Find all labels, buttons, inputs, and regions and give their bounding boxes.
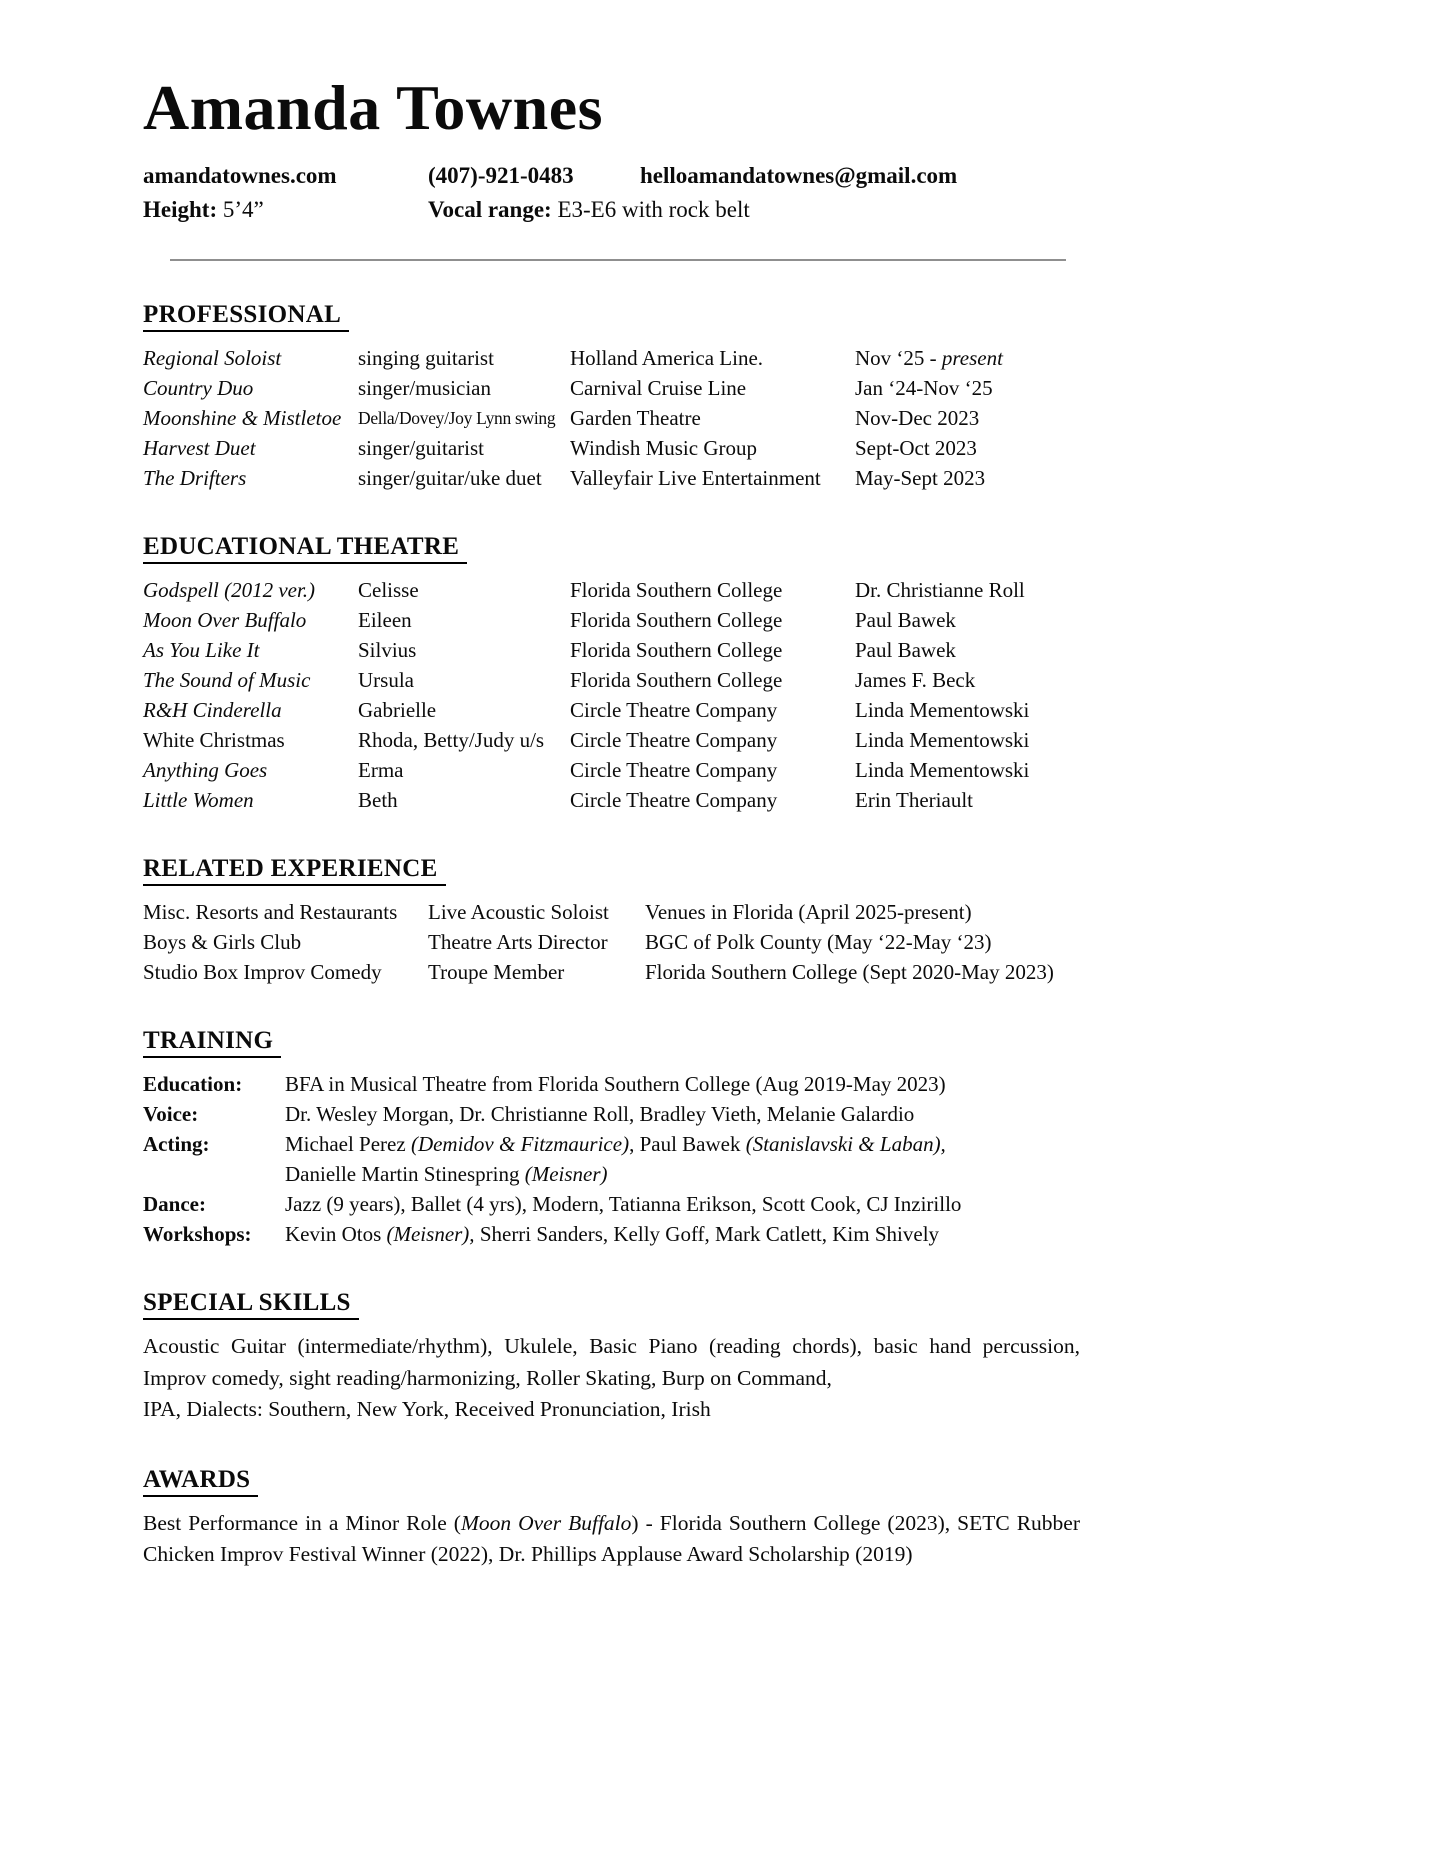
education-label: Education: <box>143 1072 243 1097</box>
show-title: R&H Cinderella <box>143 698 282 723</box>
awards-text <box>143 1508 1080 1571</box>
show-title: Godspell (2012 ver.) <box>143 578 316 603</box>
company: Florida Southern College <box>570 668 783 693</box>
section-awards <box>143 1466 1080 1571</box>
section-heading-special-skills: SPECIAL SKILLS <box>143 1289 359 1320</box>
show-title: Harvest Duet <box>143 436 256 461</box>
acting-line-2 <box>285 1162 608 1186</box>
height-label: Height: <box>143 197 218 223</box>
vocal-range-label: Vocal range: <box>428 197 552 223</box>
role: singer/musician <box>358 376 491 401</box>
company: Florida Southern College <box>570 638 783 663</box>
voice-label: Voice: <box>143 1102 199 1127</box>
table-row <box>143 957 1080 987</box>
workshops-label: Workshops: <box>143 1222 252 1247</box>
role: Live Acoustic Soloist <box>428 900 609 925</box>
table-row <box>143 635 1080 665</box>
director: Linda Mementowski <box>855 758 1030 783</box>
height-line <box>143 193 428 227</box>
table-row <box>143 343 1080 373</box>
awards-segment: Best Performance in a Minor Role ( <box>143 1510 461 1535</box>
workshops-value <box>285 1219 1080 1249</box>
role: singing guitarist <box>358 346 494 371</box>
page-title: Amanda Townes <box>143 72 603 143</box>
training-row <box>143 1219 1080 1249</box>
workshops-text: Sherri Sanders, Kelly Goff, Mark Catlett, Kim Shively <box>474 1222 940 1247</box>
table-row <box>143 695 1080 725</box>
section-professional <box>143 301 1080 493</box>
dates-text: Nov ‘25 - <box>855 346 942 371</box>
director: Paul Bawek <box>855 638 956 663</box>
company: Holland America Line. <box>570 346 764 371</box>
role: Gabrielle <box>358 698 437 723</box>
show-title: The Drifters <box>143 466 247 491</box>
dates: Nov-Dec 2023 <box>855 406 980 431</box>
show-title: White Christmas <box>143 728 285 753</box>
acting-method: (Demidov & Fitzmaurice) <box>410 1132 630 1157</box>
table-row <box>143 927 1080 957</box>
director: Linda Mementowski <box>855 728 1030 753</box>
section-heading-related-experience: RELATED EXPERIENCE <box>143 855 446 886</box>
dates <box>855 343 1080 373</box>
detail: BGC of Polk County (May ‘22-May ‘23) <box>645 930 992 955</box>
vocal-range-line <box>428 193 1080 227</box>
detail: Venues in Florida (April 2025-present) <box>645 900 972 925</box>
table-row <box>143 725 1080 755</box>
organization: Misc. Resorts and Restaurants <box>143 900 398 925</box>
show-title: As You Like It <box>143 638 260 663</box>
role: Eileen <box>358 608 412 633</box>
table-row <box>143 575 1080 605</box>
role: Ursula <box>358 668 414 693</box>
acting-text: Danielle Martin Stinespring <box>285 1162 525 1187</box>
website-text: amandatownes.com <box>143 163 337 189</box>
section-related-experience <box>143 855 1080 987</box>
workshops-method: (Meisner), <box>386 1222 475 1247</box>
show-title: Regional Soloist <box>143 346 282 371</box>
director: Erin Theriault <box>855 788 973 813</box>
company: Carnival Cruise Line <box>570 376 747 401</box>
role: Rhoda, Betty/Judy u/s <box>358 728 545 753</box>
acting-line-1 <box>285 1132 946 1156</box>
role: singer/guitar/uke duet <box>358 466 542 491</box>
company: Circle Theatre Company <box>570 758 778 783</box>
table-row <box>143 665 1080 695</box>
detail: Florida Southern College (Sept 2020-May 2023) <box>645 960 1054 985</box>
phone-text: (407)-921-0483 <box>428 163 574 189</box>
table-row <box>143 605 1080 635</box>
role: singer/guitarist <box>358 436 484 461</box>
acting-method: (Stanislavski & Laban), <box>745 1132 946 1157</box>
acting-text: , Paul Bawek <box>629 1132 746 1157</box>
acting-text: Michael Perez <box>285 1132 411 1157</box>
section-training <box>143 1027 1080 1249</box>
table-row <box>143 373 1080 403</box>
dates: Jan ‘24-Nov ‘25 <box>855 376 993 401</box>
voice-value: Dr. Wesley Morgan, Dr. Christianne Roll, Bradley Vieth, Melanie Galardio <box>285 1102 915 1127</box>
organization: Boys & Girls Club <box>143 930 302 955</box>
training-row <box>143 1129 1080 1189</box>
section-special-skills <box>143 1289 1080 1426</box>
company: Florida Southern College <box>570 608 783 633</box>
special-skills-dialects: IPA, Dialects: Southern, New York, Received Pronunciation, Irish <box>143 1397 711 1422</box>
company: Valleyfair Live Entertainment <box>570 466 821 491</box>
company: Florida Southern College <box>570 578 783 603</box>
company: Garden Theatre <box>570 406 701 431</box>
workshops-text: Kevin Otos <box>285 1222 387 1247</box>
table-row <box>143 755 1080 785</box>
contact-info <box>143 159 1080 227</box>
role: Celisse <box>358 578 419 603</box>
table-row <box>143 403 1080 433</box>
section-heading-training: TRAINING <box>143 1027 281 1058</box>
role: Silvius <box>358 638 417 663</box>
training-row <box>143 1069 1080 1099</box>
director: Paul Bawek <box>855 608 956 633</box>
section-heading-awards: AWARDS <box>143 1466 258 1497</box>
show-title: Anything Goes <box>143 758 268 783</box>
director: James F. Beck <box>855 668 976 693</box>
role: Troupe Member <box>428 960 565 985</box>
section-heading-educational-theatre: EDUCATIONAL THEATRE <box>143 533 467 564</box>
table-row <box>143 433 1080 463</box>
awards-segment: ) - Florida Southern College (2023), SETC Rubber Chicken Improv Festival Winner (2022), Dr. Phillips Applause Award Scholarship (2019) <box>143 1510 1081 1567</box>
acting-method: (Meisner) <box>524 1162 608 1187</box>
training-row <box>143 1189 1080 1219</box>
role: Beth <box>358 788 398 813</box>
header-divider <box>170 259 1066 261</box>
special-skills-text: Acoustic Guitar (intermediate/rhythm), Ukulele, Basic Piano (reading chords), basic hand percussion, Improv comedy, sight reading/harmonizing, Roller Skating, Burp on Command, <box>143 1334 1080 1390</box>
awards-show-title: Moon Over Buffalo <box>460 1510 632 1535</box>
acting-value <box>285 1129 1080 1189</box>
table-row <box>143 897 1080 927</box>
dates-present: present <box>941 346 1003 371</box>
dance-label: Dance: <box>143 1192 206 1217</box>
director: Linda Mementowski <box>855 698 1030 723</box>
show-title: Moonshine & Mistletoe <box>143 406 342 431</box>
section-heading-professional: PROFESSIONAL <box>143 301 349 332</box>
email-text: helloamandatownes@gmail.com <box>640 163 958 189</box>
table-row <box>143 785 1080 815</box>
show-title: Country Duo <box>143 376 254 401</box>
vocal-range-value: E3-E6 with rock belt <box>551 197 750 223</box>
director: Dr. Christianne Roll <box>855 578 1025 603</box>
show-title: Little Women <box>143 788 254 813</box>
show-title: Moon Over Buffalo <box>143 608 307 633</box>
dates: May-Sept 2023 <box>855 466 986 491</box>
dance-value: Jazz (9 years), Ballet (4 yrs), Modern, Tatianna Erikson, Scott Cook, CJ Inzirillo <box>285 1192 962 1217</box>
role: Della/Dovey/Joy Lynn swing <box>358 408 556 429</box>
company: Circle Theatre Company <box>570 788 778 813</box>
show-title: The Sound of Music <box>143 668 311 693</box>
table-row <box>143 463 1080 493</box>
organization: Studio Box Improv Comedy <box>143 960 382 985</box>
company: Circle Theatre Company <box>570 728 778 753</box>
education-value: BFA in Musical Theatre from Florida Southern College (Aug 2019-May 2023) <box>285 1072 946 1097</box>
role: Theatre Arts Director <box>428 930 608 955</box>
acting-label: Acting: <box>143 1132 210 1157</box>
section-educational-theatre <box>143 533 1080 815</box>
training-row <box>143 1099 1080 1129</box>
role: Erma <box>358 758 404 783</box>
height-value: 5’4” <box>217 197 264 223</box>
company: Circle Theatre Company <box>570 698 778 723</box>
company: Windish Music Group <box>570 436 757 461</box>
dates: Sept-Oct 2023 <box>855 436 977 461</box>
